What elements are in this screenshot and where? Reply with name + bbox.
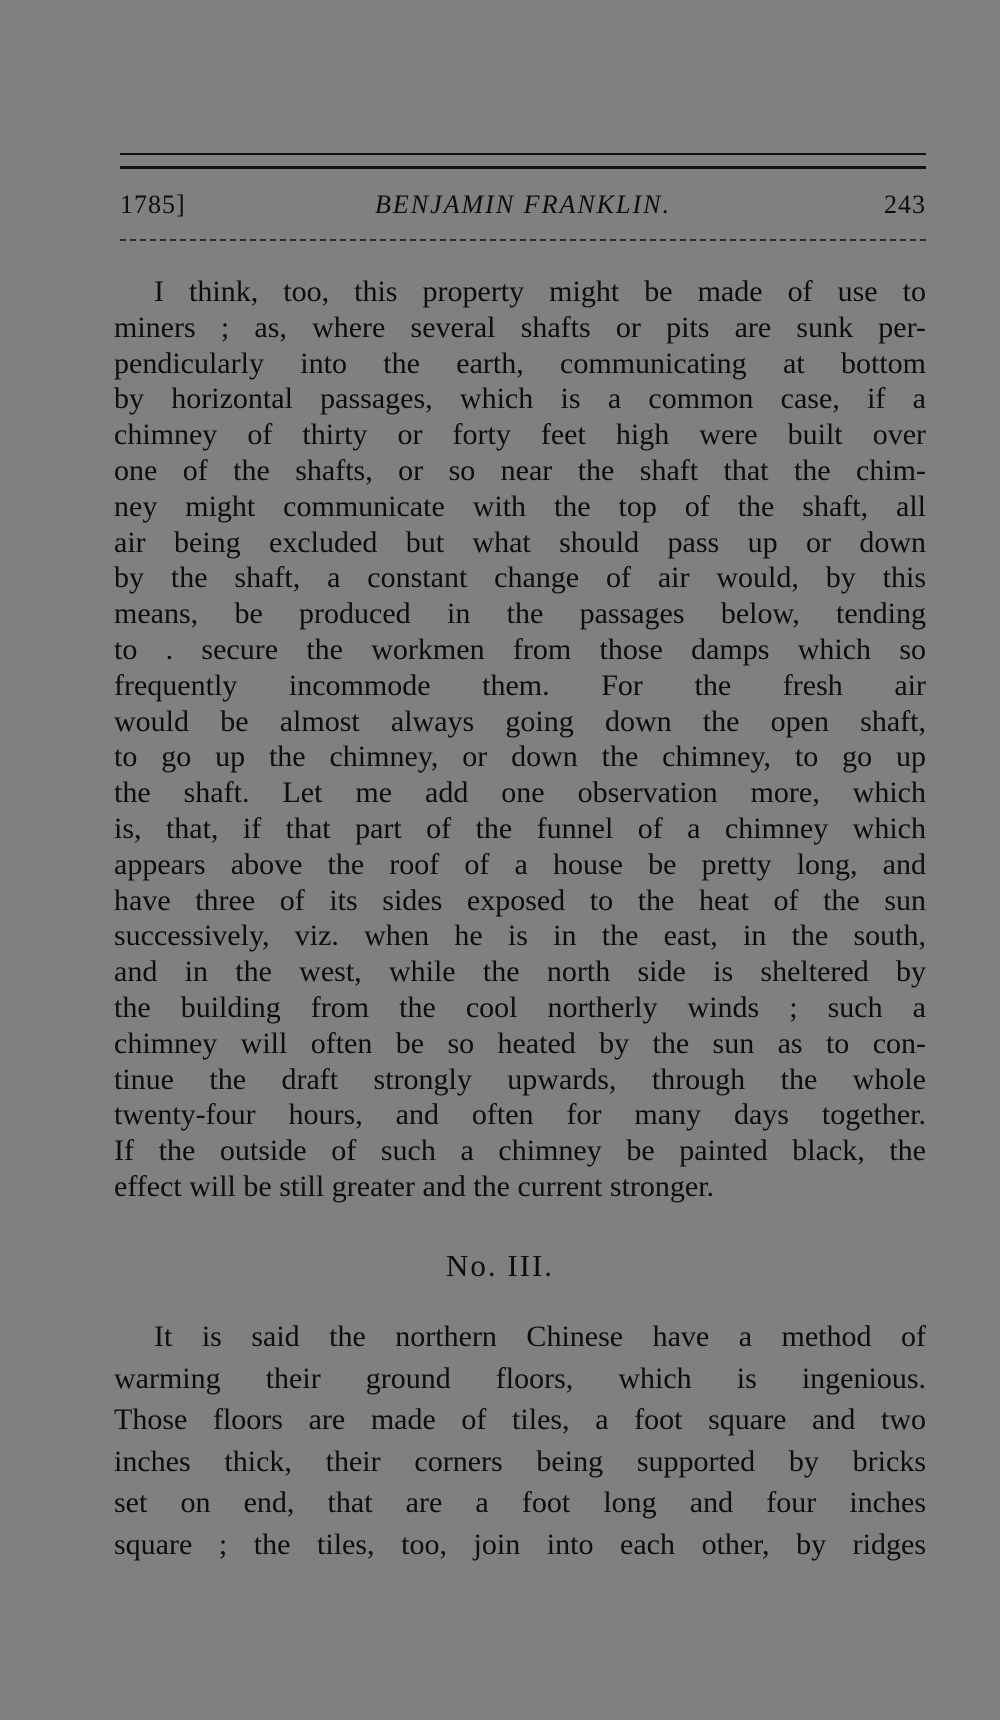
text-line: to go up the chimney, or down the chimney, to go up: [114, 740, 926, 774]
text-line: tinue the draft strongly upwards, through the whole: [114, 1062, 926, 1096]
text-line: pendicularly into the earth, communicating at bottom: [114, 346, 926, 380]
text-line: twenty-four hours, and often for many days together.: [114, 1098, 926, 1132]
text-line: appears above the roof of a house be pretty long, and: [114, 847, 926, 881]
text-line: It is said the northern Chinese have a method of: [154, 1320, 926, 1353]
text-line: would be almost always going down the open shaft,: [114, 704, 926, 738]
text-line: and in the west, while the north side is sheltered by: [114, 955, 926, 989]
text-line: If the outside of such a chimney be painted black, the: [114, 1134, 926, 1168]
text-line: successively, viz. when he is in the east, in the south,: [114, 919, 926, 953]
paragraph-1: [114, 274, 926, 1205]
header-year: 1785]: [120, 190, 186, 219]
text-line: the shaft. Let me add one observation more, which: [114, 776, 926, 810]
running-head: [120, 190, 926, 230]
text-line: to . secure the workmen from those damps which so: [114, 632, 926, 666]
text-line: chimney of thirty or forty feet high were built over: [114, 418, 926, 452]
text-line: air being excluded but what should pass up or down: [114, 525, 926, 559]
text-line: is, that, if that part of the funnel of a chimney which: [114, 811, 926, 845]
text-line: chimney will often be so heated by the sun as to con-: [114, 1026, 926, 1060]
text-line: have three of its sides exposed to the heat of the sun: [114, 883, 926, 917]
text-line: square ; the tiles, too, join into each other, by ridges: [114, 1527, 926, 1561]
text-line: I think, too, this property might be made of use to: [154, 275, 926, 308]
text-line: set on end, that are a foot long and four inches: [114, 1486, 926, 1519]
text-line: miners ; as, where several shafts or pits are sunk per-: [114, 310, 926, 344]
text-line: effect will be still greater and the current stronger.: [114, 1169, 715, 1203]
text-line: frequently incommode them. For the fresh air: [114, 668, 926, 702]
text-line: by horizontal passages, which is a common case, if a: [114, 382, 926, 416]
header-rule-bottom: [120, 166, 926, 169]
header-rule-top: [120, 153, 926, 155]
text-line: Those floors are made of tiles, a foot square and two: [114, 1403, 926, 1436]
header-title: BENJAMIN FRANKLIN.: [375, 190, 671, 219]
text-line: ney might communicate with the top of the shaft, all: [114, 489, 926, 523]
text-line: one of the shafts, or so near the shaft that the chim-: [114, 453, 926, 487]
text-line: inches thick, their corners being supported by bricks: [114, 1444, 926, 1478]
text-line: warming their ground floors, which is ingenious.: [114, 1361, 926, 1395]
paragraph-2: [114, 1316, 926, 1565]
text-line: means, be produced in the passages below, tending: [114, 597, 926, 631]
page-number: 243: [884, 190, 926, 219]
text-line: by the shaft, a constant change of air would, by this: [114, 561, 926, 595]
section-heading: No. III.: [445, 1248, 555, 1283]
text-line: the building from the cool northerly winds ; such a: [114, 990, 926, 1024]
header-dashed-rule: [120, 239, 926, 241]
